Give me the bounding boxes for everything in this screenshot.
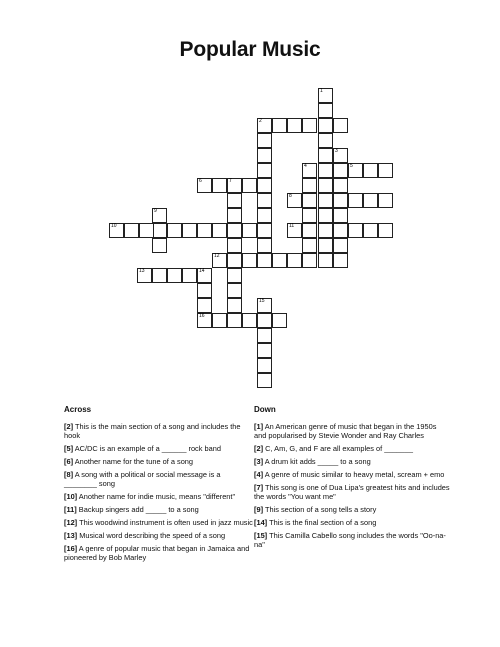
- grid-cell[interactable]: [378, 193, 393, 208]
- down-heading: Down: [254, 405, 276, 414]
- clue-number: [5]: [64, 444, 74, 453]
- grid-cell[interactable]: [302, 223, 317, 238]
- grid-cell[interactable]: [227, 298, 242, 313]
- down-clue: [254, 457, 450, 466]
- grid-cell[interactable]: [302, 178, 317, 193]
- grid-cell[interactable]: [152, 223, 167, 238]
- grid-cell[interactable]: [333, 118, 348, 133]
- grid-cell[interactable]: [227, 253, 242, 268]
- clue-number: [13]: [64, 531, 78, 540]
- grid-cell[interactable]: [257, 133, 272, 148]
- cell-number: 15: [259, 298, 265, 304]
- grid-cell[interactable]: [333, 208, 348, 223]
- clue-number: [16]: [64, 544, 78, 553]
- grid-cell[interactable]: [197, 178, 212, 193]
- clue-text: This section of a song tells a story: [263, 505, 377, 514]
- grid-cell[interactable]: [139, 223, 154, 238]
- grid-cell[interactable]: [318, 103, 333, 118]
- cell-number: 4: [304, 163, 307, 169]
- grid-cell[interactable]: [257, 313, 272, 328]
- grid-cell[interactable]: [227, 223, 242, 238]
- cell-number: 16: [199, 313, 205, 319]
- grid-cell[interactable]: [333, 238, 348, 253]
- grid-cell[interactable]: [182, 223, 197, 238]
- grid-cell[interactable]: [197, 268, 212, 283]
- grid-cell[interactable]: [318, 178, 333, 193]
- grid-cell[interactable]: [318, 163, 333, 178]
- grid-cell[interactable]: [152, 238, 167, 253]
- across-clue: [64, 531, 254, 540]
- grid-cell[interactable]: [363, 193, 378, 208]
- grid-cell[interactable]: [212, 313, 227, 328]
- grid-cell[interactable]: [257, 358, 272, 373]
- grid-cell[interactable]: [302, 238, 317, 253]
- grid-cell[interactable]: [152, 208, 167, 223]
- across-clue: [64, 544, 254, 562]
- cell-number: 3: [335, 148, 338, 154]
- grid-cell[interactable]: [272, 253, 287, 268]
- down-clue: [254, 422, 450, 440]
- down-clue: [254, 531, 450, 549]
- grid-cell[interactable]: [272, 313, 287, 328]
- across-clue: [64, 470, 254, 488]
- clue-text: Backup singers add _____ to a song: [76, 505, 199, 514]
- cell-number: 11: [289, 223, 295, 229]
- clue-text: An American genre of music that began in the 1950s and popularised by Stevie Wonder and Ray Charles: [254, 422, 437, 440]
- grid-cell[interactable]: [227, 268, 242, 283]
- clue-text: Musical word describing the speed of a song: [77, 531, 226, 540]
- grid-cell[interactable]: [302, 253, 317, 268]
- grid-cell[interactable]: [257, 298, 272, 313]
- grid-cell[interactable]: [182, 268, 197, 283]
- clue-text: A drum kit adds _____ to a song: [263, 457, 371, 466]
- grid-cell[interactable]: [242, 178, 257, 193]
- clue-number: [6]: [64, 457, 74, 466]
- grid-cell[interactable]: [257, 238, 272, 253]
- clue-number: [4]: [254, 470, 264, 479]
- grid-cell[interactable]: [212, 178, 227, 193]
- grid-cell[interactable]: [287, 118, 302, 133]
- grid-cell[interactable]: [197, 283, 212, 298]
- grid-cell[interactable]: [257, 208, 272, 223]
- grid-cell[interactable]: [227, 313, 242, 328]
- grid-cell[interactable]: [212, 253, 227, 268]
- clue-number: [11]: [64, 505, 77, 514]
- grid-cell[interactable]: [257, 193, 272, 208]
- grid-cell[interactable]: [287, 253, 302, 268]
- grid-cell[interactable]: [348, 163, 363, 178]
- down-clue: [254, 518, 450, 527]
- grid-cell[interactable]: [257, 118, 272, 133]
- grid-cell[interactable]: [378, 223, 393, 238]
- down-clue: [254, 470, 450, 479]
- grid-cell[interactable]: [318, 208, 333, 223]
- clue-number: [14]: [254, 518, 268, 527]
- grid-cell[interactable]: [318, 133, 333, 148]
- grid-cell[interactable]: [167, 268, 182, 283]
- clue-number: [1]: [254, 422, 264, 431]
- grid-cell[interactable]: [257, 163, 272, 178]
- grid-cell[interactable]: [333, 223, 348, 238]
- grid-cell[interactable]: [257, 148, 272, 163]
- across-clue: [64, 422, 254, 440]
- clue-number: [2]: [64, 422, 74, 431]
- grid-cell[interactable]: [257, 253, 272, 268]
- grid-cell[interactable]: [348, 223, 363, 238]
- clue-text: This Camilla Cabello song includes the words "Oo-na-na": [254, 531, 446, 549]
- grid-cell[interactable]: [109, 223, 124, 238]
- grid-cell[interactable]: [302, 163, 317, 178]
- grid-cell[interactable]: [318, 148, 333, 163]
- across-heading: Across: [64, 405, 92, 414]
- clue-text: This woodwind instrument is often used in jazz music: [77, 518, 253, 527]
- clue-text: A song with a political or social message is a ________ song: [64, 470, 221, 488]
- across-clue: [64, 457, 254, 466]
- cell-number: 9: [154, 208, 157, 214]
- clue-number: [3]: [254, 457, 264, 466]
- across-clue: [64, 492, 254, 501]
- clue-number: [2]: [254, 444, 264, 453]
- grid-cell[interactable]: [318, 88, 333, 103]
- grid-cell[interactable]: [272, 118, 287, 133]
- grid-cell[interactable]: [318, 118, 333, 133]
- grid-cell[interactable]: [167, 223, 182, 238]
- grid-cell[interactable]: [227, 238, 242, 253]
- grid-cell[interactable]: [302, 193, 317, 208]
- cell-number: 12: [214, 253, 220, 259]
- cell-number: 8: [289, 193, 292, 199]
- down-list: [254, 422, 450, 549]
- grid-cell[interactable]: [257, 343, 272, 358]
- cell-number: 14: [199, 268, 205, 274]
- cell-number: 6: [199, 178, 202, 184]
- clue-text: A genre of music similar to heavy metal, scream + emo: [263, 470, 445, 479]
- down-clue: [254, 505, 450, 514]
- grid-cell[interactable]: [318, 193, 333, 208]
- grid-cell[interactable]: [257, 223, 272, 238]
- grid-cell[interactable]: [333, 253, 348, 268]
- grid-cell[interactable]: [212, 223, 227, 238]
- grid-cell[interactable]: [333, 148, 348, 163]
- clue-text: C, Am, G, and F are all examples of _______: [263, 444, 413, 453]
- grid-cell[interactable]: [197, 313, 212, 328]
- clue-text: Another name for indie music, means "different": [77, 492, 236, 501]
- across-clues: [64, 405, 254, 566]
- page-title: Popular Music: [179, 38, 321, 61]
- grid-cell[interactable]: [124, 223, 139, 238]
- across-clue: [64, 518, 254, 527]
- across-clue: [64, 444, 254, 453]
- grid-cell[interactable]: [227, 283, 242, 298]
- cell-number: 13: [139, 268, 145, 274]
- grid-cell[interactable]: [227, 178, 242, 193]
- grid-cell[interactable]: [197, 298, 212, 313]
- down-clues: [254, 405, 450, 553]
- grid-cell[interactable]: [227, 208, 242, 223]
- grid-cell[interactable]: [318, 253, 333, 268]
- across-list: [64, 422, 254, 562]
- clue-text: This is the main section of a song and includes the hook: [64, 422, 241, 440]
- down-clue: [254, 483, 450, 501]
- grid-cell[interactable]: [227, 193, 242, 208]
- down-clue: [254, 444, 450, 453]
- clue-text: AC/DC is an example of a ______ rock band: [73, 444, 221, 453]
- grid-cell[interactable]: [137, 268, 152, 283]
- cell-number: 7: [229, 178, 232, 184]
- grid-cell[interactable]: [333, 163, 348, 178]
- grid-cell[interactable]: [318, 223, 333, 238]
- clue-text: This song is one of Dua Lipa's greatest hits and includes the words "You want me": [254, 483, 450, 501]
- clue-number: [10]: [64, 492, 78, 501]
- grid-cell[interactable]: [242, 313, 257, 328]
- cell-number: 10: [111, 223, 117, 229]
- grid-cell[interactable]: [378, 163, 393, 178]
- clue-text: A genre of popular music that began in Jamaica and pioneered by Bob Marley: [64, 544, 250, 562]
- grid-cell[interactable]: [318, 238, 333, 253]
- grid-cell[interactable]: [257, 328, 272, 343]
- grid-cell[interactable]: [363, 163, 378, 178]
- grid-cell[interactable]: [333, 193, 348, 208]
- grid-cell[interactable]: [302, 208, 317, 223]
- clue-text: Another name for the tune of a song: [73, 457, 194, 466]
- grid-cell[interactable]: [363, 223, 378, 238]
- grid-cell[interactable]: [257, 178, 272, 193]
- grid-cell[interactable]: [287, 193, 302, 208]
- grid-cell[interactable]: [348, 193, 363, 208]
- clue-number: [8]: [64, 470, 74, 479]
- grid-cell[interactable]: [302, 118, 317, 133]
- clue-number: [7]: [254, 483, 264, 492]
- clue-text: This is the final section of a song: [267, 518, 377, 527]
- across-clue: [64, 505, 254, 514]
- clue-number: [9]: [254, 505, 264, 514]
- grid-cell[interactable]: [242, 223, 257, 238]
- grid-cell[interactable]: [333, 178, 348, 193]
- grid-cell[interactable]: [242, 253, 257, 268]
- cell-number: 2: [259, 118, 262, 124]
- clue-number: [15]: [254, 531, 268, 540]
- cell-number: 5: [350, 163, 353, 169]
- grid-cell[interactable]: [197, 223, 212, 238]
- grid-cell[interactable]: [287, 223, 302, 238]
- grid-cell[interactable]: [152, 268, 167, 283]
- cell-number: 1: [320, 88, 323, 94]
- grid-cell[interactable]: [257, 373, 272, 388]
- clue-number: [12]: [64, 518, 78, 527]
